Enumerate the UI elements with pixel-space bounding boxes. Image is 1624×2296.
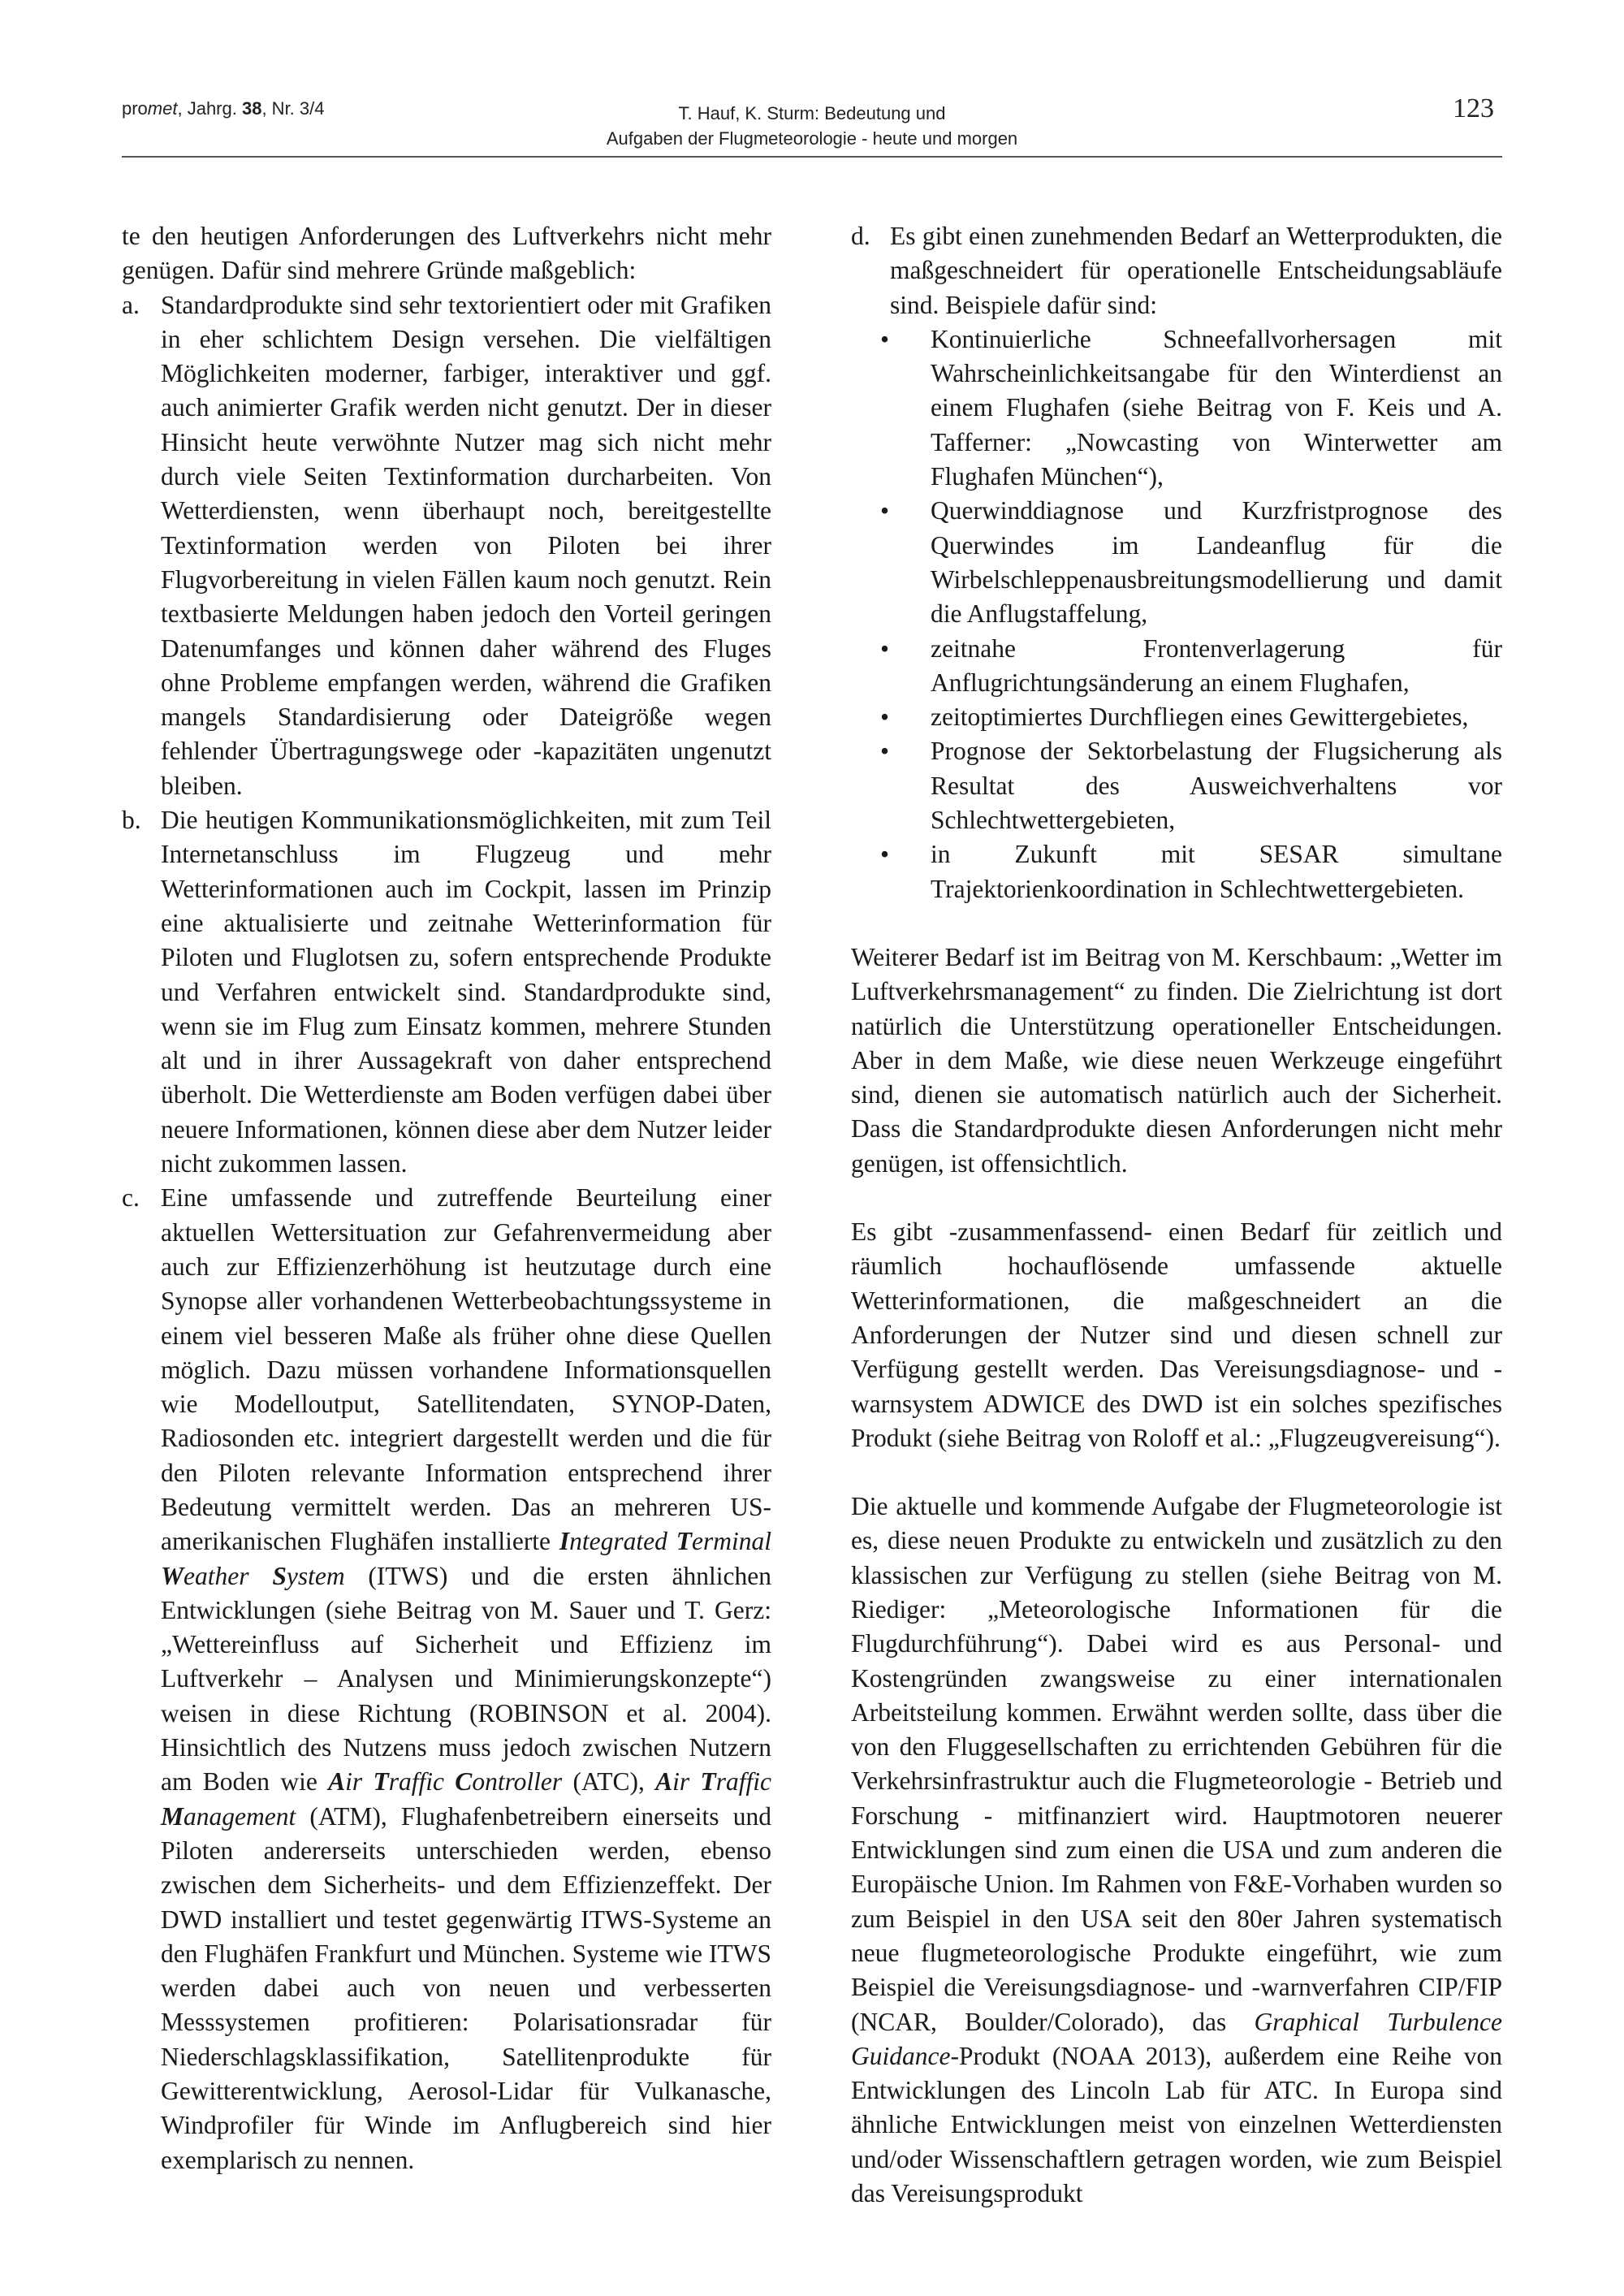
paragraph-spacer — [851, 906, 1502, 940]
list-marker-c: c. — [122, 1183, 140, 1213]
itws-initial-s: S — [272, 1561, 287, 1590]
atm-initial-t: T — [700, 1767, 716, 1797]
running-title — [0, 101, 1624, 151]
bullet-icon: • — [880, 496, 890, 525]
paragraph-task-part-2: -Produkt (NOAA 2013), außerdem eine Reihe von Entwicklungen des Lincoln Lab für ATC. In Europa sind ähnliche Entwicklungen meist von einzelnen Wetterdiensten und/oder Wissenschaftlern getragen worden, wie zum Beispiel das Vereisungsprodukt — [851, 2041, 1502, 2208]
running-title-line-2: Aufgaben der Flugmeteorologie - heute und morgen — [606, 128, 1018, 149]
itws-initial-w: W — [161, 1561, 184, 1590]
paragraph-spacer — [851, 1455, 1502, 1490]
bullet-icon: • — [880, 703, 890, 732]
paragraph-task-part-1: Die aktuelle und kommende Aufgabe der Flugmeteorologie ist es, diese neuen Produkte zu entwickeln und zusätzlich zu den klassischen zur Verfügung zu stellen (siehe Beitrag von M. Riediger: „Meteorologische Informationen für die Flugdurchführung“). Dabei wird es aus Personal- und Kostengründen zwangsweise zu einer internationalen Arbeitsteilung kommen. Erwähnt werden sollte, dass über die von den Fluggesellschaften zu errichtenden Gebühren für die Verkehrsinfrastruktur auch die Flugmeteorologie - Betrieb und Forschung - mitfinanziert wird. Hauptmotoren neuerer Entwicklungen sind zum einen die USA und zum anderen die Europäische Union. Im Rahmen von F&E-Vorhaben wurden so zum Beispiel in den USA seit den 80er Jahren systematisch neue flugmeteorologische Produkte eingeführt, wie zum Beispiel die Vereisungsdiagnose- und -warnverfahren CIP/FIP (NCAR, Boulder/Colorado), das — [851, 1492, 1502, 2036]
list-item-b — [122, 803, 771, 1181]
atc-initial-a: A — [328, 1767, 346, 1797]
atc-word-2: raffic — [388, 1767, 456, 1797]
bullet-icon: • — [880, 737, 890, 766]
journal-name-italic: met — [147, 98, 178, 119]
journal-name-prefix: pro — [122, 98, 148, 119]
itws-word-3: eather — [184, 1561, 273, 1590]
atc-initial-c: C — [455, 1767, 473, 1797]
atc-word-3: ontroller — [472, 1767, 563, 1797]
list-marker-d: d. — [851, 222, 870, 250]
bullet-item — [851, 322, 1502, 494]
list-marker-a: a. — [122, 290, 140, 319]
bullet-text: Prognose der Sektorbelastung der Flugsicherung als Resultat des Ausweichverhaltens vor Schlechtwettergebieten, — [931, 737, 1502, 835]
atc-term — [328, 1767, 562, 1796]
list-item-b-text: Die heutigen Kommunikationsmöglichkeiten, mit zum Teil Internetanschluss im Flugzeug und mehr Wetterinformationen auch im Cockpit, lassen im Prinzip eine aktualisierte und zeitnahe Wetterinformation für Piloten und Fluglotsen zu, sofern entsprechende Produkte und Verfahren entwickelt sind. Standardprodukte sind, wenn sie im Flug zum Einsatz kommen, mehrere Stunden alt und in ihrer Aussagekraft von daher entsprechend überholt. Die Wetterdienste am Boden verfügen dabei über neuere Informationen, können diese aber dem Nutzer leider nicht zukommen lassen. — [161, 806, 771, 1178]
paragraph-task — [851, 1490, 1502, 2211]
paragraph-summary: Es gibt -zusammenfassend- einen Bedarf für zeitlich und räumlich hochauflösende umfassende aktuelle Wetterinformationen, die maßgeschneidert an die Anforderungen der Nutzer sind und diesen schnell zur Verfügung gestellt werden. Das Vereisungsdiagnose- und -warnsystem ADWICE des DWD ist ein solches spezifisches Produkt (siehe Beitrag von Roloff et al.: „Flugzeugvereisung“). — [851, 1217, 1502, 1452]
bullet-item — [851, 632, 1502, 701]
list-item-c — [122, 1181, 771, 2177]
intro-paragraph: te den heutigen Anforderungen des Luftverkehrs nicht mehr genügen. Dafür sind mehrere Gründe maßgeblich: — [122, 222, 771, 285]
bullet-item — [851, 700, 1502, 734]
list-marker-b: b. — [122, 806, 141, 835]
journal-issue: , Nr. 3/4 — [261, 98, 325, 119]
item-c-text-part-1: Eine umfassende und zutreffende Beurteilung einer aktuellen Wettersituation zur Gefahrenvermeidung aber auch zur Effizienzerhöhung ist heutzutage durch eine Synopse aller vorhandenen Wetterbeobachtungssysteme in einem viel besseren Maße als früher ohne diese Quellen möglich. Dazu müssen vorhandene Informationsquellen wie Modelloutput, Satellitendaten, SYNOP-Daten, Radiosonden etc. integriert dargestellt werden und die für den Piloten relevante Information entsprechend ihrer Bedeutung vermittelt werden. Das an mehreren US-amerikanischen Flughäfen installierte — [161, 1183, 771, 1556]
bullet-item — [851, 494, 1502, 631]
atm-initial-m: M — [161, 1801, 184, 1831]
itws-initial-t: T — [676, 1527, 692, 1556]
header-divider — [122, 156, 1502, 158]
atm-word-3: anagement — [184, 1801, 296, 1831]
atc-word-1: ir — [345, 1767, 374, 1797]
list-item-d — [851, 219, 1502, 322]
bullet-icon: • — [880, 840, 890, 869]
running-title-line-1: T. Hauf, K. Sturm: Bedeutung und — [678, 103, 946, 123]
journal-year: , Jahrg. — [177, 98, 242, 119]
list-item-a-text: Standardprodukte sind sehr textorientiert oder mit Grafiken in eher schlichtem Design versehen. Die vielfältigen Möglichkeiten moderner, farbiger, interaktiver und ggf. auch animierter Grafik werden nicht genutzt. Der in dieser Hinsicht heute verwöhnte Nutzer mag sich nicht mehr durch viele Seiten Textinformation durcharbeiten. Von Wetterdiensten, wenn überhaupt noch, bereitgestellte Textinformation werden von Piloten bei ihrer Flugvorbereitung in vielen Fällen kaum noch genutzt. Rein textbasierte Meldungen haben jedoch den Vorteil geringen Datenumfanges und können daher während des Fluges ohne Probleme empfangen werden, während die Grafiken mangels Standardisierung oder Dateigröße wegen fehlender Übertragungswege oder -kapazitäten ungenutzt bleiben. — [161, 290, 771, 800]
itws-word-1: ntegrated — [569, 1527, 676, 1556]
atm-word-2: raffic — [715, 1767, 771, 1797]
list-item-d-text: Es gibt einen zunehmenden Bedarf an Wetterprodukten, die maßgeschneidert für operationelle Entscheidungsabläufe sind. Beispiele dafür sind: — [890, 222, 1502, 319]
itws-word-2: erminal — [691, 1527, 771, 1556]
bullet-text: zeitnahe Frontenverlagerung für Anflugrichtungsänderung an einem Flughafen, — [931, 633, 1502, 697]
atm-initial-a: A — [655, 1767, 673, 1797]
bullet-text: Kontinuierliche Schneefallvorhersagen mit Wahrscheinlichkeitsangabe für den Winterdienst an einem Flughafen (siehe Beitrag von F. Keis und A. Tafferner: „Nowcasting von Winterwetter am Flughafen München“), — [931, 324, 1502, 491]
item-c-text-part-2: (ITWS) und die ersten ähnlichen Entwicklungen (siehe Beitrag von M. Sauer und T. Gerz: „Wettereinfluss auf Sicherheit und Effizienz im Luftverkehr – Analysen und Minimierungskonzepte“) weisen in diese Richtung (ROBINSON et al. 2004). Hinsichtlich des Nutzens muss jedoch zwischen Nutzern am Boden wie — [161, 1561, 771, 1797]
bullet-text: zeitoptimiertes Durchfliegen eines Gewittergebietes, — [931, 703, 1469, 732]
bullet-item — [851, 837, 1502, 906]
bullet-icon: • — [880, 633, 890, 663]
bullet-item — [851, 734, 1502, 837]
gtg-product-name: Graphical Turbulence Guidance — [851, 2007, 1502, 2070]
list-item-c-text — [161, 1181, 771, 2177]
atm-word-1: ir — [672, 1767, 701, 1797]
paragraph-kerschbaum: Weiterer Bedarf ist im Beitrag von M. Kerschbaum: „Wetter im Luftverkehrsmanagement“ zu finden. Die Zielrichtung ist dort natürlich die Unterstützung operationeller Entscheidungen. Aber in dem Maße, wie diese neuen Werkzeuge eingeführt sind, dienen sie automatisch natürlich auch der Sicherheit. Dass die Standardprodukte diesen Anforderungen nicht mehr genügen, ist offensichtlich. — [851, 942, 1502, 1178]
bullet-text: in Zukunft mit SESAR simultane Trajektorienkoordination in Schlechtwettergebieten. — [931, 840, 1502, 903]
atc-initial-t: T — [373, 1767, 389, 1797]
paragraph-spacer — [851, 1181, 1502, 1215]
itws-word-4: ystem — [286, 1561, 345, 1590]
itws-initial-i: I — [559, 1527, 570, 1556]
right-column — [851, 219, 1502, 2211]
left-column — [122, 219, 771, 2177]
bullet-icon: • — [880, 324, 890, 353]
journal-volume: 38 — [241, 98, 262, 119]
bullet-text: Querwinddiagnose und Kurzfristprognose des Querwindes im Landeanflug für die Wirbelschleppenausbreitungsmodellierung und damit die Anflugstaffelung, — [931, 496, 1502, 629]
item-c-text-part-3: (ATC), — [562, 1767, 656, 1797]
page-number: 123 — [1453, 93, 1494, 123]
item-c-text-part-4: (ATM), Flughafenbetreibern einerseits und Piloten andererseits unterschieden werden, ebenso zwischen dem Sicherheits- und dem Effizienzeffekt. Der DWD installiert und testet gegenwärtig ITWS-Systeme an den Flughäfen Frankfurt und München. Systeme wie ITWS werden dabei auch von neuen und verbesserten Messsystemen profitieren: Polarisationsradar für Niederschlagsklassifikation, Satellitenprodukte für Gewitterentwicklung, Aerosol-Lidar für Vulkanasche, Windprofiler für Winde im Anflugbereich sind hier exemplarisch zu nennen. — [161, 1801, 771, 2174]
list-item-a — [122, 288, 771, 803]
